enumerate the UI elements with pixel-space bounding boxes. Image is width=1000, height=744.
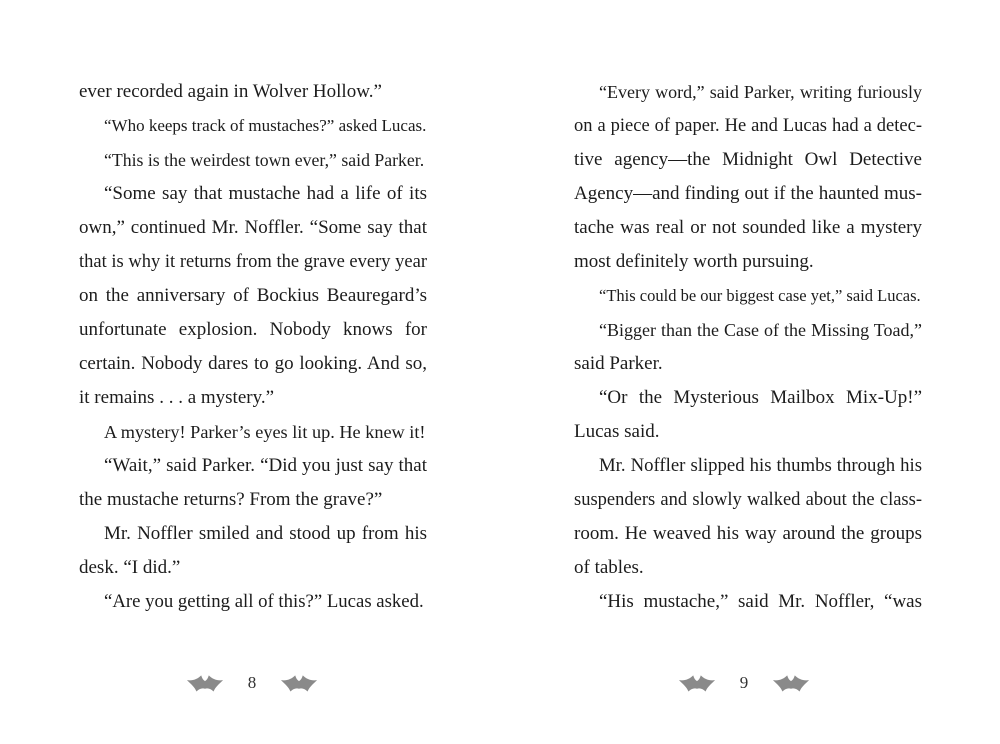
text-line: of tables. [574,557,644,578]
text-line: A mystery! Parker’s eyes lit up. He knew it! [104,422,426,442]
page-number: 9 [739,673,749,692]
text-line: certain. Nobody dares to go looking. And so, [79,353,427,374]
page-number: 8 [247,673,257,692]
text-line: Mr. Noffler slipped his thumbs through his [599,455,922,476]
text-line: Mr. Noffler smiled and stood up from his [104,523,427,544]
text-line: tive agency—the Midnight Owl Detective [574,149,922,170]
bat-icon [772,671,810,695]
bat-icon [280,671,318,695]
right-page-text [574,75,922,619]
text-line: it remains . . . a mystery.” [79,387,275,408]
text-line: “This could be our biggest case yet,” said Lucas. [599,286,921,305]
text-line: desk. “I did.” [79,557,181,578]
text-line: “His mustache,” said Mr. Noffler, “was [599,591,922,612]
text-line: own,” continued Mr. Noffler. “Some say that [79,217,427,238]
left-page-footer [186,668,318,698]
text-line: “Who keeps track of mustaches?” asked Lucas. [104,116,427,135]
text-line: “Are you getting all of this?” Lucas asked. [104,591,424,612]
text-line: on the anniversary of Bockius Beauregard’s [79,285,427,306]
text-line: “Or the Mysterious Mailbox Mix-Up!” [599,387,922,408]
text-line: that is why it returns from the grave every year [79,252,427,272]
text-line: said Parker. [574,353,663,374]
left-page-text [79,75,427,619]
text-line: “Every word,” said Parker, writing furiously [599,82,922,102]
text-line: “Bigger than the Case of the Missing Toad,” [599,320,922,340]
text-line: ever recorded again in Wolver Hollow.” [79,81,382,102]
text-line: the mustache returns? From the grave?” [79,489,383,510]
bat-icon [678,671,716,695]
text-line: “This is the weirdest town ever,” said Parker. [104,150,425,170]
text-line: Lucas said. [574,421,660,442]
text-line: room. He weaved his way around the groups [574,523,922,544]
right-page-footer [678,668,810,698]
text-line: most definitely worth pursuing. [574,251,814,272]
text-line: “Some say that mustache had a life of its [104,183,427,204]
text-line: on a piece of paper. He and Lucas had a detec- [574,116,922,136]
bat-icon [186,671,224,695]
text-line: Agency—and finding out if the haunted mus- [574,183,922,204]
text-line: tache was real or not sounded like a mystery [574,217,922,238]
text-line: suspenders and slowly walked about the class- [574,490,922,510]
text-line: unfortunate explosion. Nobody knows for [79,319,427,340]
text-line: “Wait,” said Parker. “Did you just say that [104,455,427,476]
